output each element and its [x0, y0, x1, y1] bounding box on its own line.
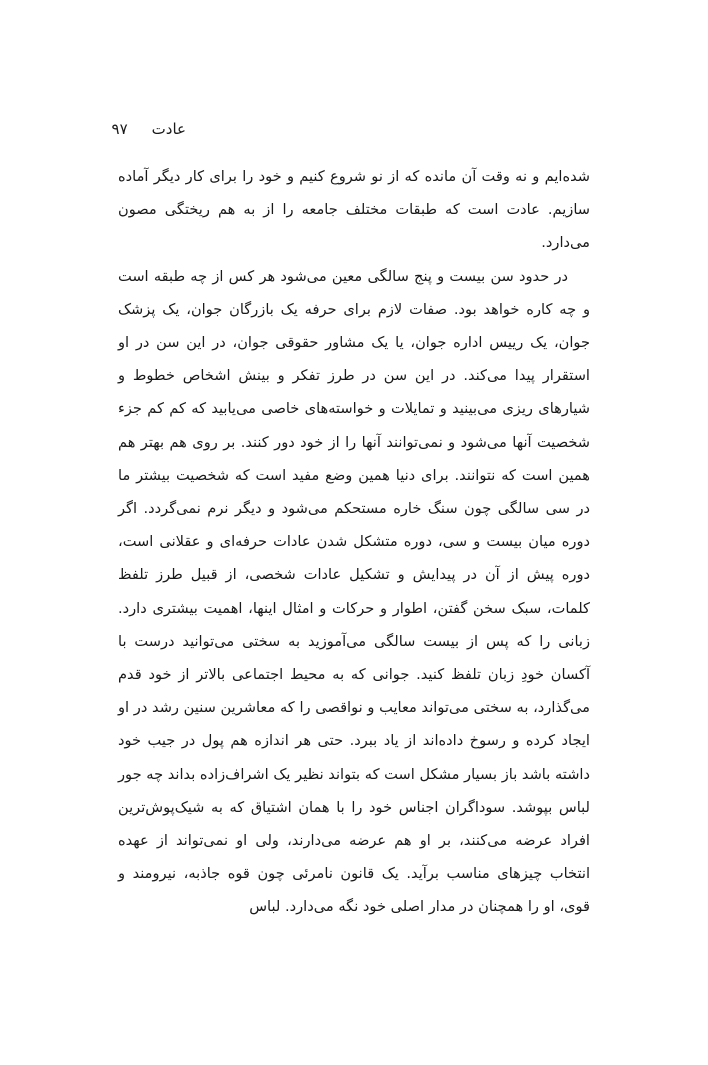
paragraph-1: شده‌ایم و نه وقت آن مانده که از نو شروع کنیم و خود را برای کار دیگر آماده سازیم. عادت است که طبقات مختلف جامعه را از به هم ریختگی مصون می‌دارد.: [118, 168, 590, 252]
chapter-title: عادت: [151, 120, 186, 138]
page-number: ۹۷: [111, 120, 128, 138]
running-header: [0, 119, 186, 139]
paragraph-2: در حدود سن بیست و پنج سالگی معین می‌شود هر کس از چه طبقه است و چه کاره خواهد بود. صفات لازم برای حرفه یک بازرگان جوان، یک پزشک جوان، یک رییس اداره جوان، یا یک مشاور حقوقی جوان، در این سن در او استقرار پیدا می‌کند. در این سن در طرز تفکر و بینش اشخاص خطوط و شیارهای ریزی می‌بینید و تمایلات و خواسته‌های خاصی می‌یابید که کم کم جزء شخصیت آنها می‌شود و نمی‌توانند آنها را از خود دور کنند. بر روی هم بهتر هم همین است که نتوانند. برای دنیا همین وضع مفید است که شخصیت بیشتر ما در سی سالگی چون سنگ خاره مستحکم می‌شود و دیگر نرم نمی‌گردد. اگر دوره میان بیست و سی، دوره متشکل شدن عادات حرفه‌ای و عقلانی است، دوره پیش از آن در پیدایش و تشکیل عادات شخصی، از قبیل طرز تلفظ کلمات، سبک سخن گفتن، اطوار و حرکات و امثال اینها، اهمیت بیشتری دارد. زبانی را که پس از بیست سالگی می‌آموزید به سختی می‌توانید درست با آکسان خودِ زبان تلفظ کنید. جوانی که به محیط اجتماعی بالاتر از خود قدم می‌گذارد، به سختی می‌تواند معایب و نواقصی را که معاشرین سنین رشد در او ایجاد کرده و رسوخ داده‌اند از یاد ببرد. حتی هر اندازه هم پول در جیب خود داشته باشد باز بسیار مشکل است که بتواند نظیر یک اشراف‌زاده بداند چه جور لباس بپوشد. سوداگران اجناس خود را با همان اشتیاق که به شیک‌پوش‌ترین افراد عرضه می‌کنند، بر او هم عرضه می‌دارند، ولی او نمی‌تواند از عهده انتخاب چیزهای مناسب برآید. یک قانون نامرئی چون قوه جاذبه، نیرومند و قوی، او را همچنان در مدار اصلی خود نگه می‌دارد. لباس: [118, 267, 590, 916]
body-text: [118, 160, 590, 924]
